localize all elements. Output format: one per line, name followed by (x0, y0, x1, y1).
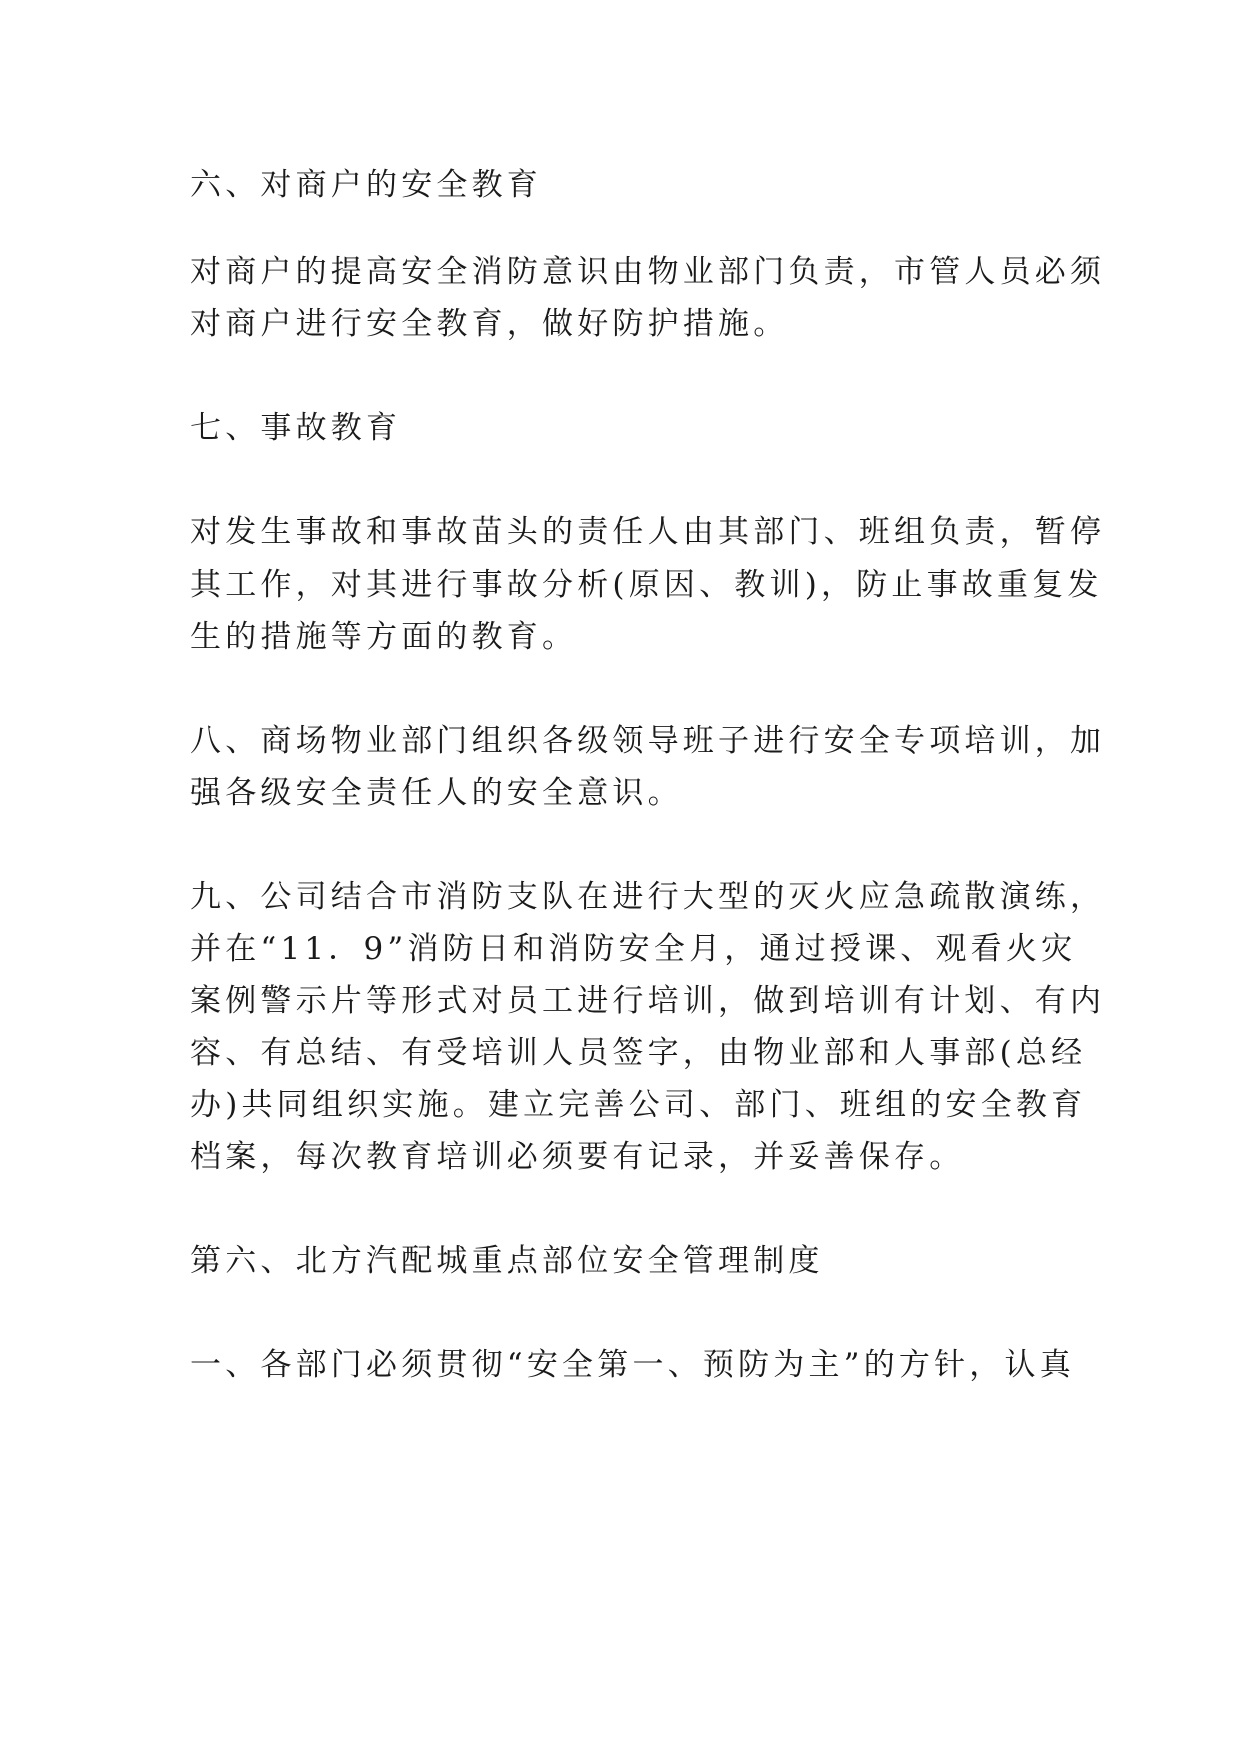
chapter-heading: 第六、北方汽配城重点部位安全管理制度 (190, 1243, 824, 1279)
paragraph-line: 容、有总结、有受培训人员签字，由物业部和人事部(总经 (190, 1035, 1087, 1071)
paragraph-line: 对发生事故和事故苗头的责任人由其部门、班组负责，暂停 (190, 514, 1106, 550)
paragraph-line: 案例警示片等形式对员工进行培训，做到培训有计划、有内 (190, 983, 1106, 1019)
paragraph-line: 生的措施等方面的教育。 (190, 619, 578, 655)
paragraph-line: 九、公司结合市消防支队在进行大型的灭火应急疏散演练， (190, 879, 1106, 915)
paragraph-line: 对商户进行安全教育，做好防护措施。 (190, 306, 789, 342)
paragraph-line: 并在“11．9”消防日和消防安全月，通过授课、观看火灾 (190, 931, 1077, 967)
paragraph-line: 档案，每次教育培训必须要有记录，并妥善保存。 (190, 1139, 965, 1175)
section-heading-7: 七、事故教育 (190, 410, 402, 446)
paragraph-line: 对商户的提高安全消防意识由物业部门负责，市管人员必须 (190, 254, 1106, 290)
paragraph-line: 办)共同组织实施。建立完善公司、部门、班组的安全教育 (190, 1087, 1087, 1123)
paragraph-line: 一、各部门必须贯彻“安全第一、预防为主”的方针，认真 (190, 1347, 1075, 1383)
paragraph-line: 其工作，对其进行事故分析(原因、教训)，防止事故重复发 (190, 567, 1103, 603)
paragraph-line: 八、商场物业部门组织各级领导班子进行安全专项培训，加 (190, 723, 1106, 759)
section-heading-6: 六、对商户的安全教育 (190, 167, 542, 203)
paragraph-line: 强各级安全责任人的安全意识。 (190, 775, 683, 811)
